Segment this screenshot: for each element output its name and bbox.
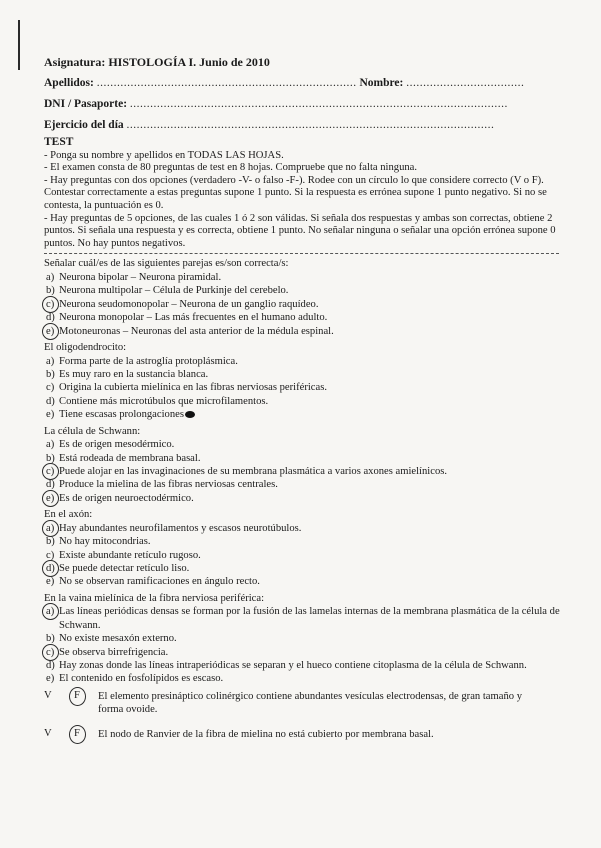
dni-label: DNI / Pasaporte: bbox=[44, 98, 128, 110]
test-section bbox=[44, 136, 564, 762]
false-option-circled[interactable]: F bbox=[74, 727, 80, 739]
question-5 bbox=[44, 593, 564, 686]
option-b[interactable]: b) No existe mesaxón externo. bbox=[46, 633, 177, 645]
rule-2: - El examen consta de 80 preguntas de test en 8 hojas. Compruebe que no falta ninguna. bbox=[44, 162, 418, 174]
option-d[interactable]: d) Produce la mielina de las fibras nerviosas centrales. bbox=[46, 479, 278, 491]
option-e[interactable]: e) El contenido en fosfolípidos es escaso. bbox=[46, 673, 224, 685]
question-stem: La célula de Schwann: bbox=[44, 425, 141, 437]
question-stem: En el axón: bbox=[44, 509, 93, 521]
option-e[interactable]: e) Tiene escasas prolongaciones bbox=[44, 408, 564, 421]
option-b[interactable]: b) Está rodeada de membrana basal. bbox=[46, 452, 201, 464]
dni-field[interactable]: ................................................................................................................ bbox=[129, 98, 508, 110]
false-option-circled[interactable]: F bbox=[74, 689, 80, 701]
option-e[interactable]: e) No se observan ramificaciones en ángulo recto. bbox=[46, 576, 260, 588]
exam-header bbox=[44, 52, 559, 136]
true-false-1 bbox=[44, 690, 564, 724]
option-b[interactable]: b) Es muy raro en la sustancia blanca. bbox=[46, 368, 209, 380]
option-d[interactable]: d) Hay zonas donde las líneas intraperiódicas se separan y el hueco contiene citoplasma de la célula de Schwann. bbox=[46, 660, 527, 672]
day-line bbox=[44, 115, 559, 136]
rule-1: - Ponga su nombre y apellidos en TODAS LAS HOJAS. bbox=[44, 149, 284, 161]
option-e[interactable]: e) Motoneuronas – Neuronas del asta anterior de la médula espinal. bbox=[46, 325, 334, 337]
question-4 bbox=[44, 509, 564, 589]
statement: El nodo de Ranvier de la fibra de mielina no está cubierto por membrana basal. bbox=[98, 728, 434, 740]
rule-3: - Hay preguntas con dos opciones (verdadero -V- o falso -F-). Rodee con un círculo lo que considere correcto (V o F). Contestar correctamente a estas preguntas supone 1 punto. Si la respuesta es errónea supone 1 punto negativo. Si no se contesta, la puntuación es 0. bbox=[44, 174, 547, 211]
separator bbox=[44, 253, 559, 254]
subject-value: HISTOLOGÍA I. Junio de 2010 bbox=[108, 55, 270, 69]
question-stem: Señalar cuál/es de las siguientes parejas es/son correcta/s: bbox=[44, 258, 289, 270]
name-field[interactable]: ................................... bbox=[406, 77, 525, 89]
question-stem: El oligodendrocito: bbox=[44, 341, 127, 353]
statement: El elemento presináptico colinérgico contiene abundantes vesículas electrodensas, de gran tamaño y forma ovoide. bbox=[98, 690, 522, 715]
ink-blot bbox=[185, 411, 195, 418]
surname-label: Apellidos: bbox=[44, 77, 94, 89]
question-3 bbox=[44, 426, 564, 506]
day-label: Ejercicio del día bbox=[44, 119, 124, 131]
name-label: Nombre: bbox=[359, 77, 404, 89]
option-b[interactable]: b) Neurona multipolar – Célula de Purkinje del cerebelo. bbox=[46, 285, 289, 297]
day-field[interactable]: ............................................................................................................. bbox=[126, 119, 495, 131]
surname-field[interactable]: ............................................................................. bbox=[96, 77, 357, 89]
surname-line bbox=[44, 73, 559, 94]
rule-4: - Hay preguntas de 5 opciones, de las cuales 1 ó 2 son válidas. Si señala dos respuestas y ambas son correctas, obtiene 2 puntos. Si señala una respuesta y es correcta, obtiene 1 punto. No señalar ninguna o señalar una opción errónea supone 0 puntos. No hay puntos negativos. bbox=[44, 212, 556, 249]
option-b[interactable]: b) No hay mitocondrias. bbox=[46, 536, 151, 548]
true-option[interactable]: V bbox=[44, 727, 52, 739]
option-c[interactable]: c) Neurona seudomonopolar – Neurona de un ganglio raquídeo. bbox=[46, 298, 319, 310]
option-c[interactable]: c) Origina la cubierta mielínica en las fibras nerviosas periféricas. bbox=[46, 382, 327, 394]
question-stem: En la vaina mielínica de la fibra nerviosa periférica: bbox=[44, 592, 265, 604]
dni-line bbox=[44, 94, 559, 115]
true-false-2 bbox=[44, 728, 564, 762]
option-d[interactable]: d) Se puede detectar retículo liso. bbox=[46, 563, 190, 575]
option-c[interactable]: c) Se observa birrefrigencia. bbox=[46, 646, 169, 658]
margin-mark bbox=[18, 20, 20, 70]
subject-label: Asignatura: bbox=[44, 55, 106, 69]
question-1 bbox=[44, 258, 564, 338]
option-a[interactable]: a) Neurona bipolar – Neurona piramidal. bbox=[46, 271, 222, 283]
option-c[interactable]: c) Puede alojar en las invaginaciones de su membrana plasmática a varios axones amielínicos. bbox=[46, 466, 448, 477]
option-a[interactable]: a) Forma parte de la astroglía protoplásmica. bbox=[46, 355, 238, 367]
question-2 bbox=[44, 342, 564, 422]
option-c[interactable]: c) Existe abundante retículo rugoso. bbox=[46, 549, 201, 561]
subject-line bbox=[44, 52, 559, 73]
test-title: TEST bbox=[44, 136, 74, 148]
option-a[interactable]: a) Las líneas periódicas densas se forman por la fusión de las lamelas internas de la membrana plasmática de la célula de Schwann. bbox=[46, 606, 560, 631]
true-option[interactable]: V bbox=[44, 689, 52, 701]
option-d[interactable]: d) Neurona monopolar – Las más frecuentes en el humano adulto. bbox=[46, 312, 328, 324]
option-a[interactable]: a) Es de origen mesodérmico. bbox=[46, 439, 175, 451]
option-d[interactable]: d) Contiene más microtúbulos que microfilamentos. bbox=[46, 395, 269, 407]
option-a[interactable]: a) Hay abundantes neurofilamentos y escasos neurotúbulos. bbox=[46, 522, 302, 534]
option-e[interactable]: e) Es de origen neuroectodérmico. bbox=[46, 492, 194, 504]
